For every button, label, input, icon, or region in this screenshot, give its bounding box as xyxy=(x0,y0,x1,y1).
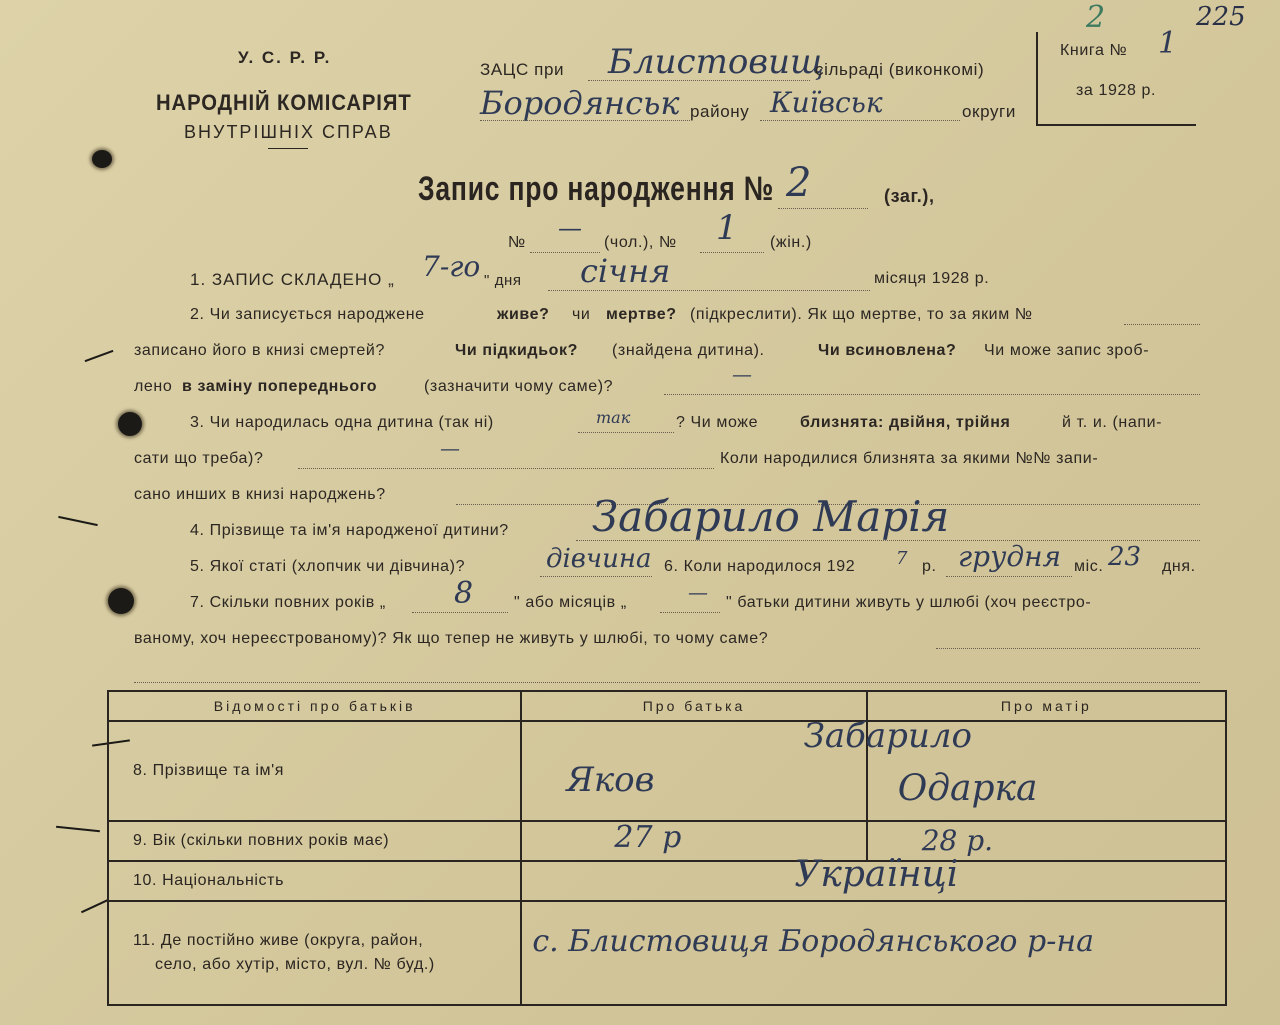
row-label-name: 8. Прізвище та ім'я xyxy=(108,721,521,821)
q2-text: 2. Чи записується народжене xyxy=(190,306,425,323)
archive-mark: 2 xyxy=(1086,0,1106,35)
dotted-line xyxy=(946,576,1072,577)
nationality-cell xyxy=(521,854,1226,901)
mother-age: 28 р. xyxy=(921,824,994,857)
residence-label-line2: село, або хутір, місто, вул. № буд.) xyxy=(155,956,435,973)
q2-answer: — xyxy=(732,362,752,386)
dotted-line xyxy=(412,612,508,613)
record-number: 2 xyxy=(786,160,812,206)
q3-text: Коли народилися близнята за якими №№ запи- xyxy=(720,450,1099,467)
female-label: (жін.) xyxy=(770,234,812,251)
father-age: 27 р xyxy=(614,820,682,855)
q1-day-label: " дня xyxy=(484,272,522,289)
zags-prefix: ЗАЦС при xyxy=(480,60,565,79)
q2-or: чи xyxy=(572,306,591,323)
q1-month-label: місяця 1928 р. xyxy=(874,270,990,287)
dotted-line xyxy=(936,648,1200,649)
q6-mis: міс. xyxy=(1074,558,1104,575)
row-label-age: 9. Вік (скільки повних років має) xyxy=(108,821,521,861)
residence: с. Блистовиця Бородянського р-на xyxy=(532,924,1095,959)
dotted-line xyxy=(578,432,674,433)
divider xyxy=(268,148,308,149)
dotted-line xyxy=(760,120,960,121)
dotted-line xyxy=(660,612,720,613)
paper-tear xyxy=(56,826,100,833)
parents-surname: Забарило xyxy=(803,716,972,756)
dotted-line xyxy=(778,208,868,209)
dotted-line xyxy=(134,682,1200,683)
q3-twins-answer: — xyxy=(440,436,460,460)
q1-label: 1. ЗАПИС СКЛАДЕНО „ xyxy=(190,270,395,289)
birth-year-digit: 7 xyxy=(896,548,908,569)
table-row xyxy=(108,821,1226,861)
state-abbreviation: У. С. Р. Р. xyxy=(238,48,332,67)
punch-hole xyxy=(118,412,142,436)
q3-text: 3. Чи народилась одна дитина (так ні) xyxy=(190,414,494,431)
q2-text: лено xyxy=(134,378,173,395)
q3-twins: близнята: двійня, трійня xyxy=(800,414,1011,431)
table-row xyxy=(108,721,1226,821)
q1-day: 7-го xyxy=(422,250,481,283)
q1-month: січня xyxy=(580,252,671,290)
q7-months: — xyxy=(688,580,708,604)
q2-dead: мертве? xyxy=(606,306,677,323)
birth-month: грудня xyxy=(958,540,1062,573)
child-sex: дівчина xyxy=(546,544,652,574)
q2-adopted: Чи всиновлена? xyxy=(818,342,957,359)
q2-text: записано його в книзі смертей? xyxy=(134,342,385,359)
mother-name-cell xyxy=(803,716,1226,821)
q6-label: 6. Коли народилося 192 xyxy=(664,558,856,575)
dotted-line xyxy=(540,576,652,577)
book-number: 1 xyxy=(1158,26,1178,61)
village-name: Блистовищ xyxy=(608,42,825,82)
dotted-line xyxy=(664,394,1200,395)
male-no-label: № xyxy=(508,234,526,251)
okruha-suffix: округи xyxy=(962,102,1016,121)
punch-hole xyxy=(108,588,134,614)
q3-text: й т. и. (напи- xyxy=(1062,414,1163,431)
dotted-line xyxy=(1124,324,1200,325)
parents-table xyxy=(107,690,1227,1006)
q7-text: ваному, хоч нереєстрованому)? Як що тепер не живуть у шлюбі, то чому саме? xyxy=(134,630,769,647)
q2-text: (зазначити чому саме)? xyxy=(424,378,614,395)
q3-answer: так xyxy=(596,408,631,427)
mother-first-name: Одарка xyxy=(897,768,1038,809)
council-suffix: сільраді (виконкомі) xyxy=(815,60,985,79)
dotted-line xyxy=(700,252,764,253)
q3-text: сано инших в книзі народжень? xyxy=(134,486,386,503)
record-type: (заг.), xyxy=(884,186,935,206)
ministry-name: НАРОДНІЙ КОМІСАРІЯТ xyxy=(156,90,412,115)
child-name: Забарило Марія xyxy=(592,492,950,541)
q3-text: сати що треба)? xyxy=(134,450,264,467)
header-mother: Про матір xyxy=(867,691,1226,721)
ministry-subtitle: ВНУТРІШНІХ СПРАВ xyxy=(184,122,393,142)
q7-text: " або місяців „ xyxy=(514,594,627,611)
q6-r: р. xyxy=(922,558,937,575)
archive-page-number: 225 xyxy=(1196,2,1246,32)
female-number: 1 xyxy=(716,208,738,248)
header-father: Про батька xyxy=(521,691,866,721)
male-number: — xyxy=(558,214,582,242)
q4-label: 4. Прізвище та ім'я народженої дитини? xyxy=(190,522,509,539)
q6-dnia: дня. xyxy=(1162,558,1196,575)
document-title: Запис про народження № xyxy=(418,170,775,208)
table-header-row xyxy=(108,691,1226,721)
father-first-name: Яков xyxy=(566,760,655,800)
q7-text: " батьки дитини живуть у шлюбі (хоч реєстро- xyxy=(726,594,1092,611)
book-year: за 1928 р. xyxy=(1076,82,1157,99)
q5-label: 5. Якої статі (хлопчик чи дівчина)? xyxy=(190,558,466,575)
male-female-label: (чол.), № xyxy=(604,234,677,251)
q2-foundling: Чи підкидьок? xyxy=(455,342,578,359)
q2-text: (підкреслити). Як що мертве, то за яким № xyxy=(690,306,1033,323)
paper-tear xyxy=(58,516,98,526)
okruha-name: Київськ xyxy=(770,86,883,119)
q2-replacement: в заміну попереднього xyxy=(182,378,378,395)
district-name: Бородянськ xyxy=(480,84,680,122)
header-info: Відомості про батьків xyxy=(108,691,521,721)
paper-tear xyxy=(85,350,114,362)
nationality: Українці xyxy=(794,854,959,895)
table-row xyxy=(108,901,1226,1005)
residence-cell xyxy=(521,901,1226,1005)
district-suffix: району xyxy=(690,102,750,121)
q2-text: (знайдена дитина). xyxy=(612,342,765,359)
q2-alive: живе? xyxy=(497,306,550,323)
punch-hole xyxy=(92,150,112,168)
paper-tear xyxy=(81,899,109,913)
book-label: Книга № xyxy=(1060,42,1128,59)
q3-text: ? Чи може xyxy=(676,414,759,431)
dotted-line xyxy=(298,468,714,469)
row-label-residence xyxy=(108,901,521,1005)
birth-day: 23 xyxy=(1108,542,1142,572)
row-label-nationality: 10. Національність xyxy=(108,861,521,901)
q2-text: Чи може запис зроб- xyxy=(984,342,1150,359)
dotted-line xyxy=(548,290,870,291)
table-row xyxy=(108,861,1226,901)
residence-label-line1: 11. Де постійно живе (округа, район, xyxy=(133,932,424,949)
q7-text: 7. Скільки повних років „ xyxy=(190,594,386,611)
q7-years: 8 xyxy=(454,576,474,611)
